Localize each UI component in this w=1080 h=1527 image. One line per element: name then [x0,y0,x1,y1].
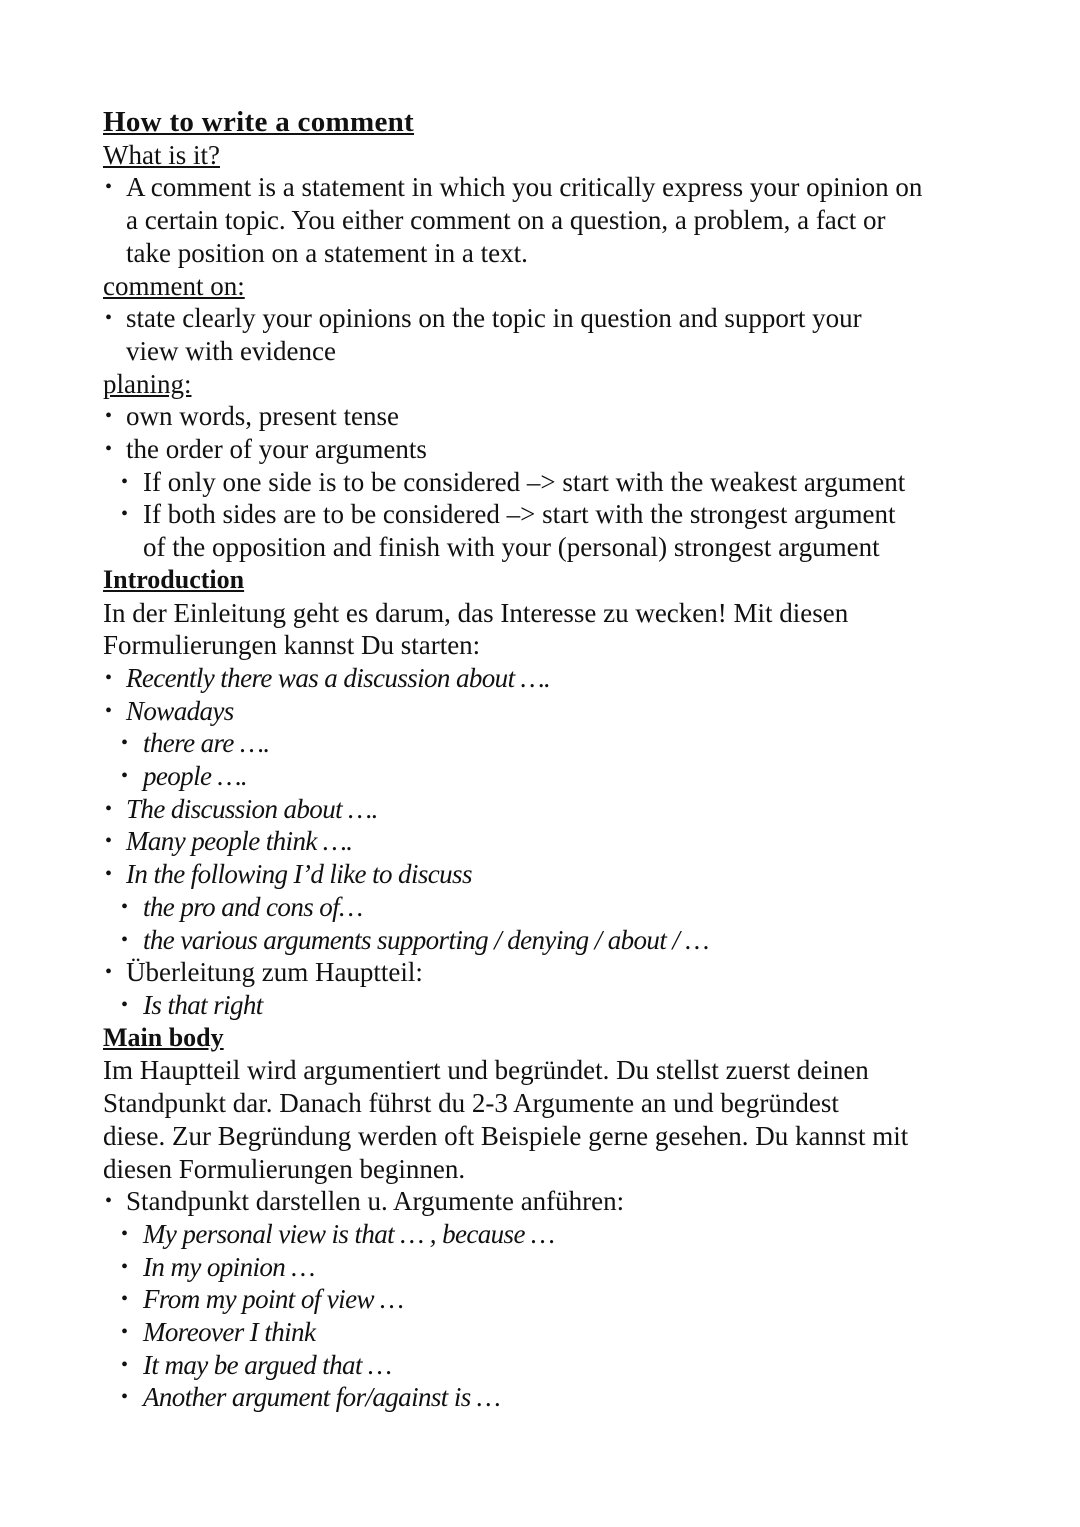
paragraph-line [103,629,1003,662]
bullet-icon: • [105,699,113,722]
line-text: In the following I’d like to discuss [126,859,472,890]
bullet-item [103,433,1003,466]
sub-bullet-item [103,1316,1003,1349]
line-text: diesen Formulierungen beginnen. [103,1153,466,1184]
bullet-icon: • [121,993,129,1016]
line-text: Im Hauptteil wird argumentiert und begründet. Du stellst zuerst deinen [103,1055,869,1086]
bullet-icon: • [105,176,113,199]
bullet-item [103,825,1003,858]
line-text: own words, present tense [126,401,399,432]
bullet-item [103,302,1003,335]
subheading [103,270,1003,303]
bullet-item [103,171,1003,204]
bullet-icon: • [105,830,113,853]
line-text: people …. [143,761,248,792]
line-text: Another argument for/against is … [143,1382,501,1413]
line-text: Main body [103,1022,224,1052]
line-text: diese. Zur Begründung werden oft Beispiele gerne gesehen. Du kannst mit [103,1120,909,1151]
line-text: Standpunkt dar. Danach führst du 2-3 Argumente an und begründest [103,1088,839,1119]
line-text: If both sides are to be considered –> start with the strongest argument [143,499,896,530]
line-text: Is that right [143,989,263,1020]
document-title [103,106,1003,139]
sub-bullet-item [103,891,1003,924]
line-text: Recently there was a discussion about …. [126,662,551,693]
line-text: there are …. [143,728,270,759]
bullet-icon: • [121,895,129,918]
bullet-item [103,1185,1003,1218]
sub-bullet-item [103,1349,1003,1382]
bullet-icon: • [105,405,113,428]
line-text: Moreover I think [143,1317,316,1348]
line-text: The discussion about …. [126,793,378,824]
bullet-item [103,793,1003,826]
line-text: Formulierungen kannst Du starten: [103,630,481,661]
sub-bullet-item [103,1283,1003,1316]
line-text: of the opposition and finish with your (personal) strongest argument [143,532,880,563]
subheading [103,368,1003,401]
line-text: the pro and cons of… [143,891,363,922]
paragraph-line [103,1153,1003,1186]
bullet-icon: • [121,1222,129,1245]
bullet-continuation [103,335,1003,368]
bullet-icon: • [105,961,113,984]
sub-bullet-item [103,760,1003,793]
line-text: It may be argued that … [143,1349,392,1380]
sub-bullet-item [103,1381,1003,1414]
bullet-item [103,858,1003,891]
bullet-continuation [103,204,1003,237]
bullet-icon: • [121,1386,129,1409]
sub-bullet-item [103,924,1003,957]
sub-bullet-item [103,1218,1003,1251]
line-text: comment on: [103,270,245,301]
line-text: If only one side is to be considered –> start with the weakest argument [143,466,906,497]
line-text: In my opinion … [143,1251,315,1282]
bullet-icon: • [105,307,113,330]
paragraph-line [103,1054,1003,1087]
bullet-icon: • [105,438,113,461]
line-text: Nowadays [126,695,234,726]
line-text: planing: [103,368,192,399]
bullet-item [103,956,1003,989]
paragraph-line [103,597,1003,630]
bullet-item [103,400,1003,433]
bullet-icon: • [121,470,129,493]
bullet-icon: • [105,666,113,689]
line-text: take position on a statement in a text. [126,237,528,268]
bullet-item [103,695,1003,728]
line-text: A comment is a statement in which you critically express your opinion on [126,172,923,203]
subheading [103,139,1003,172]
section-heading [103,1022,1003,1055]
sub-bullet-item [103,1251,1003,1284]
sub-bullet-item [103,727,1003,760]
line-text: view with evidence [126,335,336,366]
bullet-item [103,662,1003,695]
line-text: Standpunkt darstellen u. Argumente anführen: [126,1186,625,1217]
paragraph-line [103,1120,1003,1153]
line-text: the order of your arguments [126,434,427,465]
line-text: My personal view is that … , because … [143,1218,555,1249]
line-text: In der Einleitung geht es darum, das Interesse zu wecken! Mit diesen [103,597,849,628]
line-text: From my point of view … [143,1284,404,1315]
bullet-icon: • [121,732,129,755]
sub-bullet-continuation [103,531,1003,564]
bullet-continuation [103,237,1003,270]
line-text: Introduction [103,564,245,594]
bullet-icon: • [121,928,129,951]
bullet-icon: • [121,1288,129,1311]
bullet-icon: • [121,1353,129,1376]
line-text: the various arguments supporting / denying / about / … [143,924,709,955]
line-text: a certain topic. You either comment on a question, a problem, a fact or [126,205,886,236]
line-text: How to write a comment [103,106,415,138]
line-text: What is it? [103,139,220,170]
sub-bullet-item [103,989,1003,1022]
line-text: state clearly your opinions on the topic in question and support your [126,303,862,334]
bullet-icon: • [105,1190,113,1213]
line-text: Many people think …. [126,826,353,857]
bullet-icon: • [105,797,113,820]
bullet-icon: • [121,765,129,788]
paragraph-line [103,1087,1003,1120]
line-text: Überleitung zum Hauptteil: [126,957,423,988]
document-page [103,106,1003,1414]
bullet-icon: • [105,863,113,886]
bullet-icon: • [121,1255,129,1278]
section-heading [103,564,1003,597]
bullet-icon: • [121,503,129,526]
bullet-icon: • [121,1321,129,1344]
sub-bullet-item [103,498,1003,531]
sub-bullet-item [103,466,1003,499]
